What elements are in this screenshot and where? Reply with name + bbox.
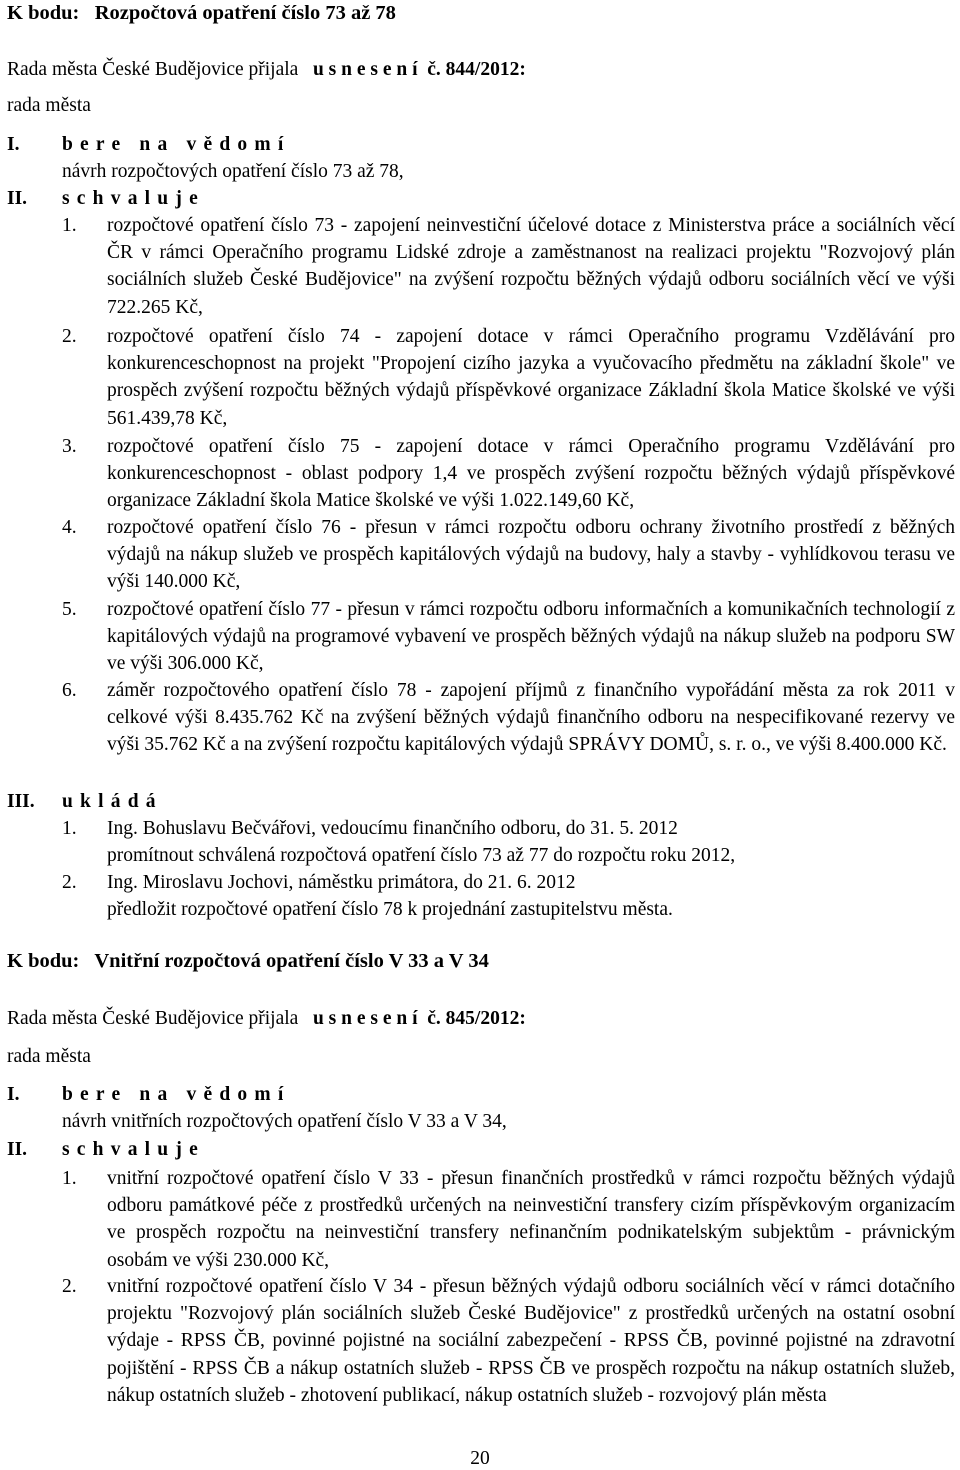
list-item: rozpočtové opatření číslo 76 - přesun v rámci rozpočtu odboru ochrany životního prostředí z běžných výdajů na nákup služeb ve prospěch kapitálových výdajů na budovy, haly a stavby - vyhlídkovou terasu ve výši 140.000 Kč,	[107, 517, 955, 593]
part-verb: b e r e n a v ě d o m í	[62, 134, 285, 155]
section-heading	[7, 0, 396, 27]
item-number: 2.	[62, 326, 77, 347]
resolution-word: u s n e s e n í	[312, 1008, 418, 1029]
list-item: záměr rozpočtového opatření číslo 78 - zapojení příjmů z finančního vypořádání města za rok 2011 v celkové výši 8.435.762 Kč na zvýšení běžných výdajů finančního odboru na nespecifikované rezervy ve výši 35.762 Kč a na zvýšení rozpočtu kapitálových výdajů SPRÁVY DOMŮ, s. r. o., ve výši 8.400.000 Kč.	[107, 680, 955, 756]
item-number: 3.	[62, 436, 77, 457]
item-number: 1.	[62, 215, 77, 236]
task-line: promítnout schválená rozpočtová opatření číslo 73 až 77 do rozpočtu roku 2012,	[107, 845, 736, 866]
item-number: 1.	[62, 1168, 77, 1189]
part-roman: II.	[7, 1139, 28, 1160]
section-heading	[7, 948, 489, 975]
item-number: 2.	[62, 1276, 77, 1297]
council-label: rada města	[7, 95, 91, 116]
resolution-number: č. 845/2012:	[427, 1008, 526, 1029]
resolution-intro: Rada města České Budějovice přijala	[7, 59, 299, 80]
part-verb: b e r e n a v ě d o m í	[62, 1084, 285, 1105]
resolution-word: u s n e s e n í	[312, 59, 418, 80]
page-number: 20	[470, 1448, 490, 1469]
part-roman: III.	[7, 791, 35, 812]
part-roman: I.	[7, 134, 20, 155]
item-number: 6.	[62, 680, 77, 701]
part-verb: s c h v a l u j e	[62, 188, 199, 209]
item-number: 5.	[62, 599, 77, 620]
item-number: 4.	[62, 517, 77, 538]
part-roman: II.	[7, 188, 28, 209]
part-text: návrh rozpočtových opatření číslo 73 až 78,	[62, 161, 404, 182]
list-item: vnitřní rozpočtové opatření číslo V 33 - přesun finančních prostředků v rámci rozpočtu běžných výdajů odboru památkové péče z prostředků určených na neinvestiční transfery cizím příspěvkovým organizacím ve prospěch rozpočtu na neinvestiční transfery nefinančním podnikatelským subjektům - právnickým osobám ve výši 230.000 Kč,	[107, 1168, 955, 1271]
resolution-number: č. 844/2012:	[427, 59, 526, 80]
part-roman: I.	[7, 1084, 20, 1105]
list-item: rozpočtové opatření číslo 75 - zapojení dotace v rámci Operačního programu Vzdělávání pro konkurenceschopnost - oblast podpory 1,4 ve prospěch zvýšení rozpočtu běžných výdajů příspěvkové organizace Základní škola Matice školské ve výši 1.022.149,60 Kč,	[107, 436, 955, 512]
part-text: návrh vnitřních rozpočtových opatření číslo V 33 a V 34,	[62, 1111, 507, 1132]
resolution-intro: Rada města České Budějovice přijala	[7, 1008, 299, 1029]
part-verb: s c h v a l u j e	[62, 1139, 199, 1160]
task-number: 2.	[62, 872, 77, 893]
heading-label: K bodu:	[7, 2, 80, 24]
resolution-line	[7, 1005, 526, 1032]
list-item: rozpočtové opatření číslo 73 - zapojení neinvestiční účelové dotace z Ministerstva práce a sociálních věcí ČR v rámci Operačního programu Lidské zdroje a zaměstnanost na realizaci projektu "Rozvojový plán sociálních služeb České Budějovice" na zvýšení rozpočtu běžných výdajů odboru sociálních věcí ve výši 722.265 Kč,	[107, 215, 955, 318]
heading-title: Rozpočtová opatření číslo 73 až 78	[94, 2, 396, 24]
task-line: předložit rozpočtové opatření číslo 78 k projednání zastupitelstvu města.	[107, 899, 673, 920]
council-label: rada města	[7, 1046, 91, 1067]
heading-label: K bodu:	[7, 950, 80, 972]
part-verb: u k l á d á	[62, 791, 157, 812]
task-number: 1.	[62, 818, 77, 839]
list-item: rozpočtové opatření číslo 74 - zapojení dotace v rámci Operačního programu Vzdělávání pro konkurenceschopnost na projekt "Propojení cizího jazyka a vyučovacího předmětu na základní škole" ve prospěch zvýšení rozpočtu běžných výdajů příspěvkové organizace Základní škola Matice školské ve výši 561.439,78 Kč,	[107, 326, 955, 429]
list-item: vnitřní rozpočtové opatření číslo V 34 - přesun běžných výdajů odboru sociálních věcí v rámci dotačního projektu "Rozvojový plán sociálních služeb České Budějovice" z prostředků určených na ostatní osobní výdaje - RPSS ČB, povinné pojistné na sociální zabezpečení - RPSS ČB, povinné pojistné na zdravotní pojištění - RPSS ČB a nákup ostatních služeb - RPSS ČB ve prospěch rozpočtu na nákup ostatních služeb, nákup ostatních služeb - zhotovení publikací, nákup ostatních služeb - rozvojový plán města	[107, 1276, 955, 1406]
resolution-line	[7, 56, 526, 83]
heading-title: Vnitřní rozpočtová opatření číslo V 33 a V 34	[94, 950, 489, 972]
task-line: Ing. Bohuslavu Bečvářovi, vedoucímu finančního odboru, do 31. 5. 2012	[107, 818, 678, 839]
task-line: Ing. Miroslavu Jochovi, náměstku primátora, do 21. 6. 2012	[107, 872, 576, 893]
list-item: rozpočtové opatření číslo 77 - přesun v rámci rozpočtu odboru informačních a komunikačních technologií z kapitálových výdajů na programové vybavení ve prospěch běžných výdajů na nákup služeb na podporu SW ve výši 306.000 Kč,	[107, 599, 955, 675]
